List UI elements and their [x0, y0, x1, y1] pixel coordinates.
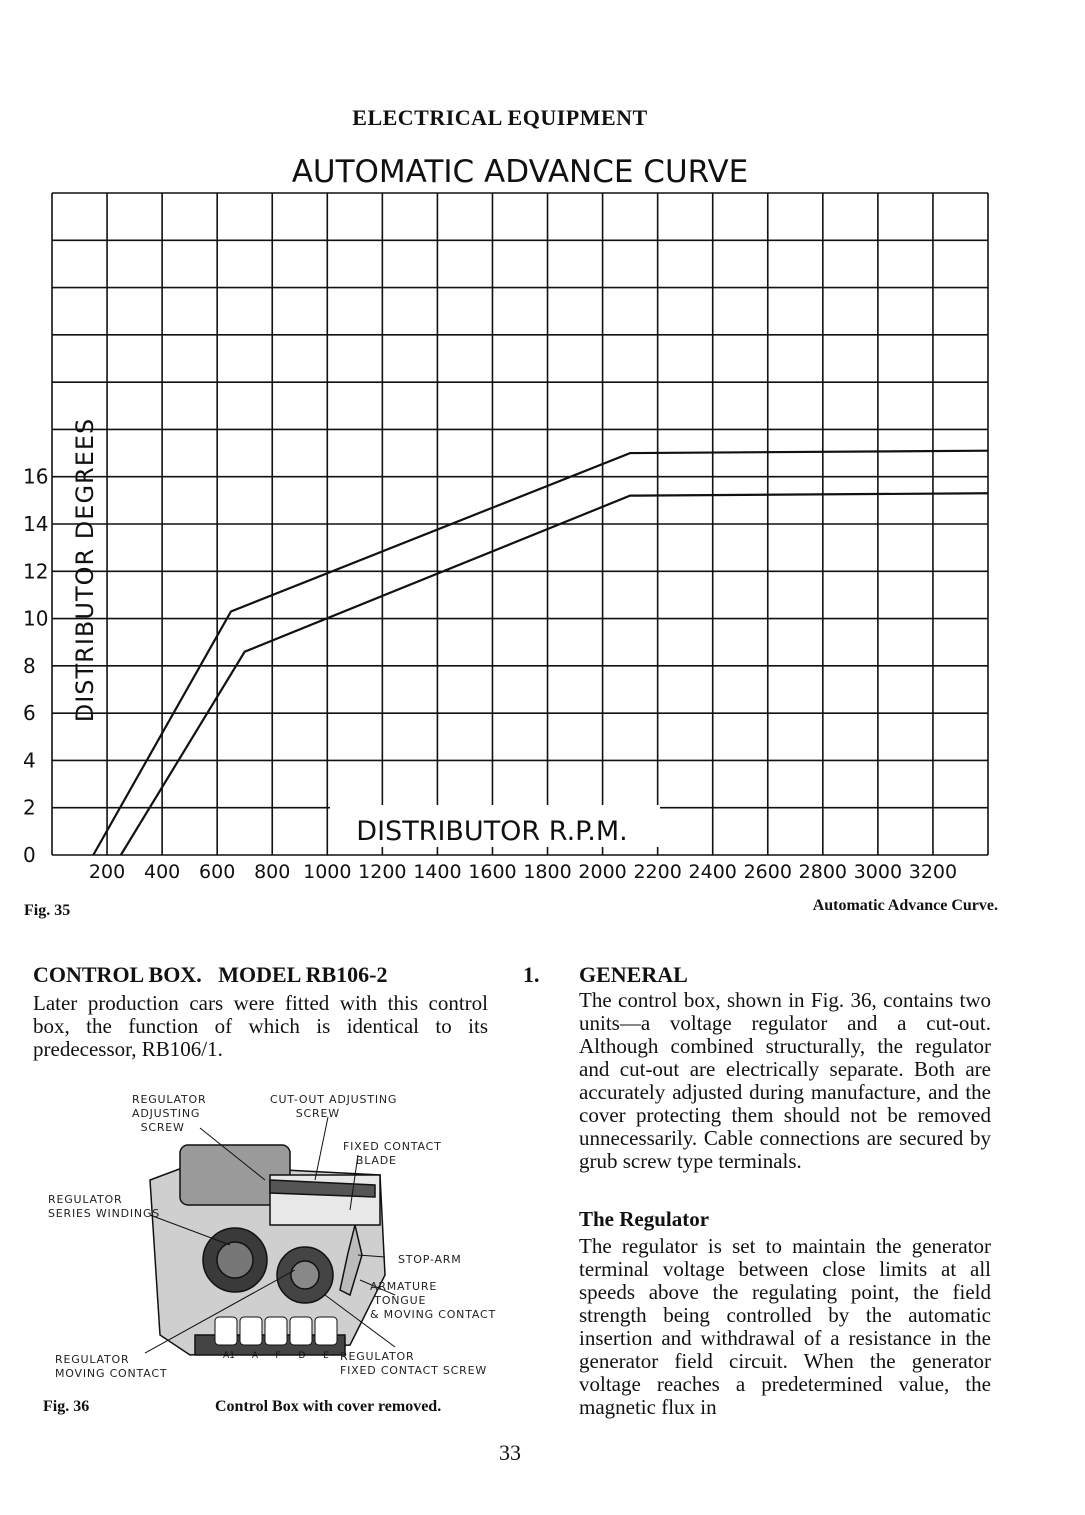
- y-axis-label: DISTRIBUTOR DEGREES: [71, 417, 99, 723]
- x-tick-label: 3200: [908, 861, 958, 883]
- callout-stop-arm: STOP-ARM: [398, 1253, 462, 1266]
- callout-regulator-moving-contact: REGULATOR MOVING CONTACT: [55, 1353, 168, 1380]
- x-tick-label: 600: [199, 861, 236, 883]
- fig35-caption: Automatic Advance Curve.: [812, 897, 998, 914]
- page-number: 33: [499, 1440, 521, 1465]
- x-tick-label: 3000: [853, 861, 903, 883]
- x-tick-label: 2600: [743, 861, 792, 883]
- fig36-label: Fig. 36: [43, 1398, 90, 1415]
- x-tick-label: 200: [88, 861, 126, 883]
- fig35-label: Fig. 35: [24, 902, 71, 919]
- y-tick-label: 16: [23, 464, 49, 489]
- terminal-e: [315, 1317, 337, 1345]
- terminal-letter: A: [251, 1351, 259, 1361]
- chart-series-group: [93, 451, 988, 855]
- y-tick-label: 14: [23, 512, 49, 536]
- advance-curve-line: [121, 493, 988, 855]
- chart-grid: [52, 193, 988, 855]
- terminal-letter: A1: [223, 1351, 235, 1361]
- x-axis-label: DISTRIBUTOR R.P.M.: [356, 816, 628, 847]
- control-box-heading: CONTROL BOX. MODEL RB106-2: [33, 962, 388, 987]
- callout-armature-tongue: ARMATURE TONGUE & MOVING CONTACT: [370, 1280, 497, 1321]
- x-tick-label: 2400: [688, 861, 737, 883]
- terminal-a1: [215, 1317, 237, 1345]
- terminal-letter: E: [323, 1351, 329, 1361]
- callout-regulator-adjusting-screw: REGULATOR ADJUSTING SCREW: [132, 1093, 207, 1134]
- y-tick-label: 8: [23, 653, 36, 678]
- callout-regulator-fixed-contact-screw: REGULATOR FIXED CONTACT SCREW: [340, 1350, 488, 1377]
- terminal-f: [265, 1317, 287, 1345]
- terminal-a: [240, 1317, 262, 1345]
- x-tick-label: 2800: [798, 861, 848, 883]
- chart-title: AUTOMATIC ADVANCE CURVE: [291, 154, 749, 190]
- callout-regulator-series-windings: REGULATOR SERIES WINDINGS: [48, 1193, 161, 1220]
- y-tick-label: 10: [23, 606, 49, 631]
- x-tick-label: 2000: [578, 861, 627, 883]
- callout-fixed-contact-blade: FIXED CONTACT BLADE: [343, 1140, 442, 1167]
- x-tick-label: 800: [254, 861, 291, 883]
- general-paragraph: The control box, shown in Fig. 36, contains two units—a voltage regulator and a cut-out. Although combined structurally, the regulator and cut-out are electrically separate. Both are accurately adjusted during manufacture, and the cover protecting them should not be removed unnecessarily. Cable connections are secured by grub screw type terminals.: [579, 988, 991, 1173]
- x-tick-label: 1000: [303, 861, 352, 883]
- running-head: ELECTRICAL EQUIPMENT: [352, 105, 648, 130]
- x-tick-label: 400: [143, 861, 181, 883]
- terminal-d: [290, 1317, 312, 1345]
- general-number: 1.: [523, 962, 540, 987]
- y-tick-label: 2: [23, 795, 36, 820]
- y-tick-label: 6: [23, 701, 36, 726]
- terminal-letter: F: [275, 1351, 281, 1361]
- x-tick-label: 2200: [633, 861, 682, 883]
- control-box-paragraph: Later production cars were fitted with this control box, the function of which is identical to its predecessor, RB106/1.: [33, 991, 488, 1061]
- general-heading: GENERAL: [579, 962, 688, 987]
- y-tick-label: 0: [23, 843, 36, 867]
- x-tick-label: 1200: [358, 861, 407, 883]
- y-tick-label: 4: [23, 748, 36, 773]
- y-tick-label: 12: [23, 559, 49, 584]
- regulator-paragraph: The regulator is set to maintain the generator terminal voltage between close limits at all speeds above the regulating point, the field strength being controlled by the automatic insertion and withdrawal of a resistance in the generator field circuit. When the generator voltage reaches a predetermined value, the magnetic flux in: [579, 1234, 991, 1419]
- terminal-letter: D: [298, 1351, 306, 1361]
- regulator-subheading: The Regulator: [579, 1207, 710, 1231]
- advance-curve-line: [93, 451, 988, 855]
- callout-cutout-adjusting-screw: CUT-OUT ADJUSTING SCREW: [270, 1093, 398, 1120]
- fig36-caption: Control Box with cover removed.: [215, 1398, 442, 1415]
- x-tick-label: 1400: [413, 861, 462, 883]
- x-tick-label: 1600: [468, 861, 517, 883]
- x-tick-label: 1800: [523, 861, 572, 883]
